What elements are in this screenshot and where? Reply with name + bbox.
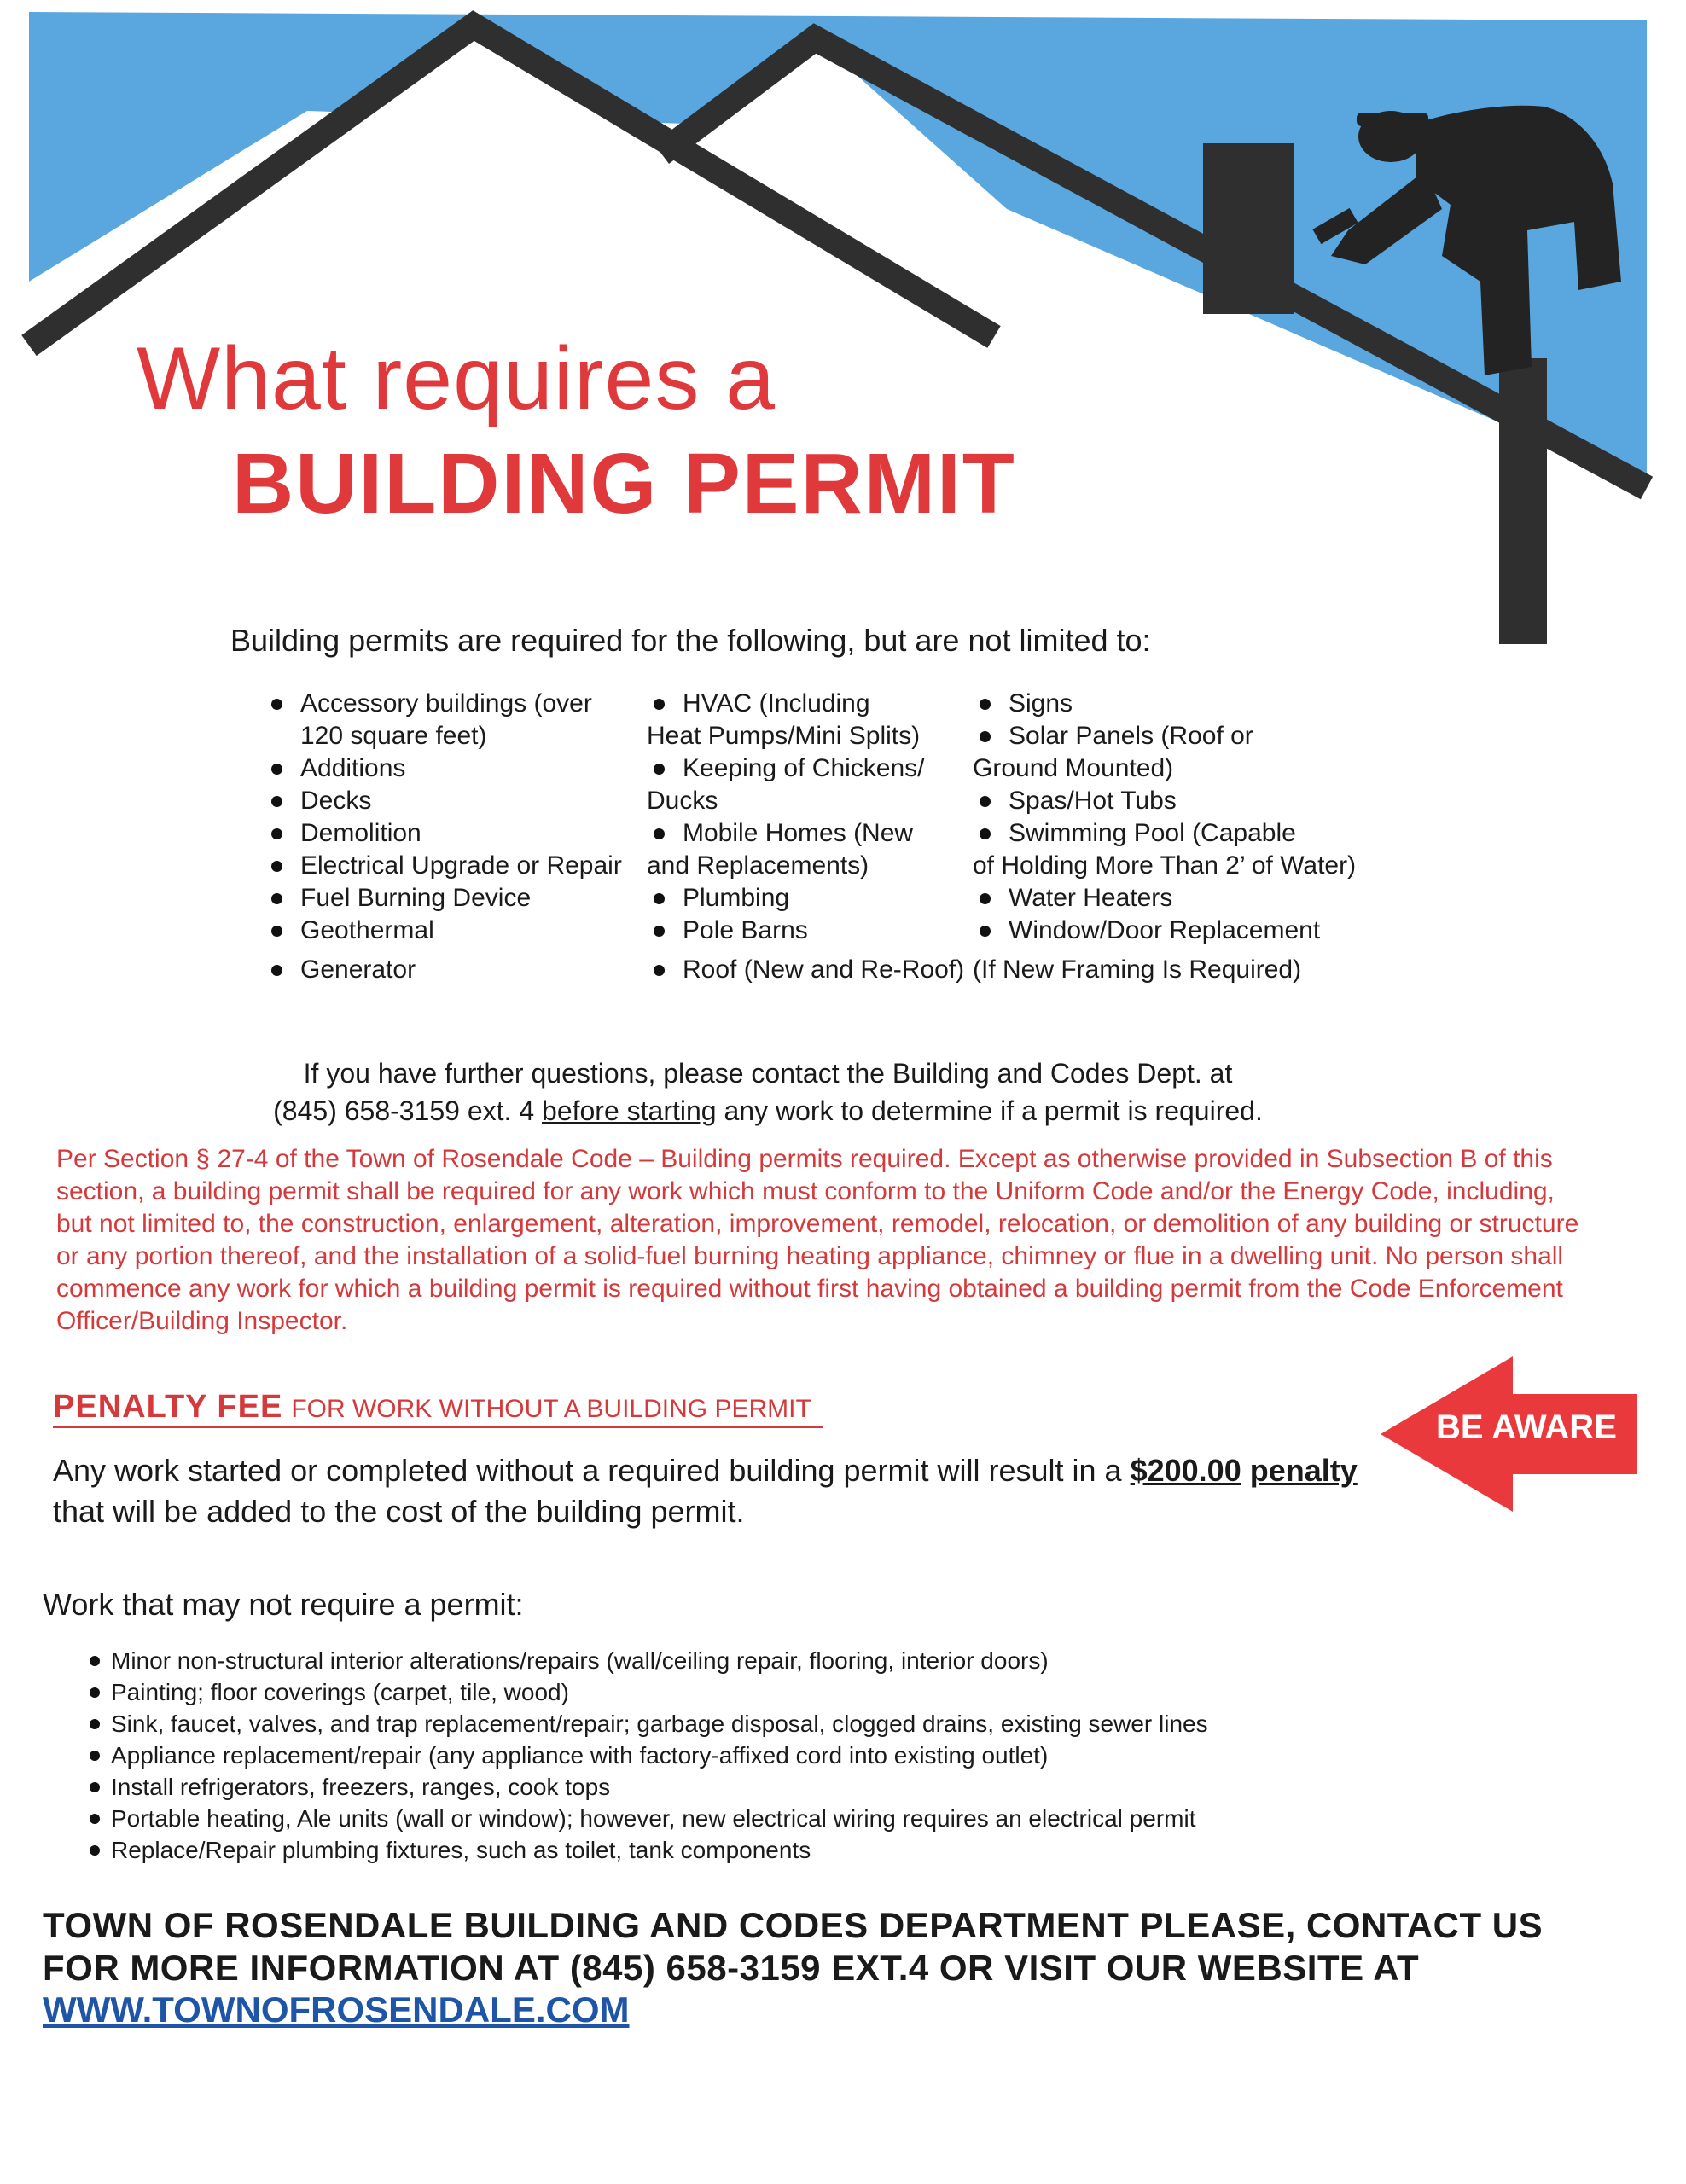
bullet-icon [980, 828, 991, 839]
list-item: HVAC (Including [647, 688, 971, 720]
list-item: Heat Pumps/Mini Splits) [647, 722, 921, 750]
bullet-icon [271, 893, 282, 904]
penalty-subheading: FOR WORK WITHOUT A BUILDING PERMIT [291, 1395, 811, 1423]
list-item: Demolition [265, 817, 640, 850]
before-starting-emphasis: before starting [542, 1095, 717, 1126]
list-item: 120 square feet) [300, 722, 487, 750]
list-item: and Replacements) [647, 851, 869, 880]
bullet-icon [271, 699, 282, 710]
bullet-icon [654, 764, 665, 775]
list-item: Water Heaters [973, 882, 1399, 915]
contact-note [256, 1054, 1280, 1130]
bullet-icon [90, 1687, 100, 1698]
bullet-icon [980, 893, 991, 904]
bullet-icon [654, 699, 665, 710]
footer-contact-text: TOWN OF ROSENDALE BUILDING AND CODES DEPARTMENT PLEASE, CONTACT US FOR MORE INFORMATION AT (845) 658-3159 EXT.4 OR VISIT OUR WEBSITE AT [43, 1905, 1544, 1988]
list-item: Install refrigerators, freezers, ranges, cook tops [85, 1771, 1208, 1803]
bullet-icon [90, 1814, 100, 1824]
title-line2: BUILDING PERMIT [232, 436, 1016, 531]
penalty-text: Any work started or completed without a required building permit will result in a $200.00 penalty that will be added to the cost of the building permit. [53, 1453, 1358, 1529]
bullet-icon [271, 764, 282, 775]
list-item: Accessory buildings (over [265, 688, 640, 720]
list-item: Pole Barns [647, 915, 971, 947]
list-item: Plumbing [647, 882, 971, 915]
chimney [1203, 143, 1294, 314]
list-item: Ducks [647, 787, 718, 815]
contact-line1: If you have further questions, please contact the Building and Codes Dept. at [303, 1058, 1233, 1089]
permit-list-col1 [265, 688, 640, 986]
list-item: Signs [973, 688, 1399, 720]
bullet-icon [654, 965, 665, 976]
penalty-heading [53, 1389, 823, 1428]
bullet-icon [980, 699, 991, 710]
list-item: Appliance replacement/repair (any appliance with factory-affixed cord into existing outlet) [85, 1740, 1208, 1771]
title-line1: What requires a [137, 329, 776, 428]
list-item: Fuel Burning Device [265, 882, 640, 915]
bullet-icon [271, 828, 282, 839]
list-item: Solar Panels (Roof or [973, 720, 1399, 752]
no-permit-list [85, 1645, 1208, 1866]
list-item: of Holding More Than 2’ of Water) [973, 851, 1357, 880]
contact-line2: (845) 658-3159 ext. 4 before starting any work to determine if a permit is required. [273, 1095, 1263, 1126]
bullet-icon [271, 926, 282, 937]
bullet-icon [90, 1656, 100, 1666]
bullet-icon [90, 1782, 100, 1792]
list-item: Electrical Upgrade or Repair [265, 850, 640, 882]
list-item: Spas/Hot Tubs [973, 785, 1399, 817]
list-item: Sink, faucet, valves, and trap replacement/repair; garbage disposal, clogged drains, existing sewer lines [85, 1708, 1208, 1740]
bullet-icon [90, 1719, 100, 1729]
bullet-icon [271, 796, 282, 807]
list-item: Decks [265, 785, 640, 817]
list-item: Geothermal [265, 915, 640, 947]
list-item: Ground Mounted) [973, 754, 1174, 782]
list-item: Swimming Pool (Capable [973, 817, 1399, 850]
intro-text: Building permits are required for the following, but are not limited to: [230, 623, 1151, 658]
code-section-text: Per Section § 27-4 of the Town of Rosendale Code – Building permits required. Except as otherwise provided in Subsection B of this section, a building permit shall be required for any work which must conform to the Uniform Code and/or the Energy Code, including, but not limited to, the construction, enlargement, alteration, improvement, remodel, relocation, or demolition of any building or structure or any portion thereof, and the installation of a solid-fuel burning heating appliance, chimney or flue in a dwelling unit. No person shall commence any work for which a building permit is required without first having obtained a building permit from the Code Enforcement Officer/Building Inspector. [56, 1145, 1579, 1335]
penalty-fee-label: PENALTY FEE [53, 1389, 283, 1425]
permit-list-col2 [647, 688, 971, 986]
list-item: Mobile Homes (New [647, 817, 971, 850]
bullet-icon [90, 1845, 100, 1856]
bullet-icon [980, 731, 991, 742]
list-item: Keeping of Chickens/ [647, 752, 971, 785]
wall-post [1499, 358, 1547, 644]
bullet-icon [654, 926, 665, 937]
list-item: Minor non-structural interior alterations/repairs (wall/ceiling repair, flooring, interior doors) [85, 1645, 1208, 1676]
bullet-icon [980, 796, 991, 807]
penalty-word: penalty [1249, 1453, 1358, 1488]
be-aware-label: BE AWARE [1436, 1409, 1617, 1446]
bullet-icon [654, 828, 665, 839]
list-item: Painting; floor coverings (carpet, tile, wood) [85, 1676, 1208, 1708]
website-link[interactable]: WWW.TOWNOFROSENDALE.COM [43, 1989, 630, 2030]
list-item: Window/Door Replacement [973, 915, 1399, 947]
list-item: (If New Framing Is Required) [973, 956, 1302, 984]
bullet-icon [654, 893, 665, 904]
list-item: Replace/Repair plumbing fixtures, such as toilet, tank components [85, 1834, 1208, 1866]
penalty-amount: $200.00 [1130, 1453, 1241, 1488]
bullet-icon [271, 861, 282, 872]
bullet-icon [271, 965, 282, 976]
bullet-icon [980, 926, 991, 937]
list-item: Roof (New and Re-Roof) [647, 954, 971, 986]
bullet-icon [90, 1751, 100, 1761]
list-item: Additions [265, 752, 640, 785]
list-item: Portable heating, Ale units (wall or window); however, new electrical wiring requires an electrical permit [85, 1803, 1208, 1834]
no-permit-heading: Work that may not require a permit: [43, 1587, 524, 1622]
list-item: Generator [265, 954, 640, 986]
permit-list-col3 [973, 688, 1399, 986]
